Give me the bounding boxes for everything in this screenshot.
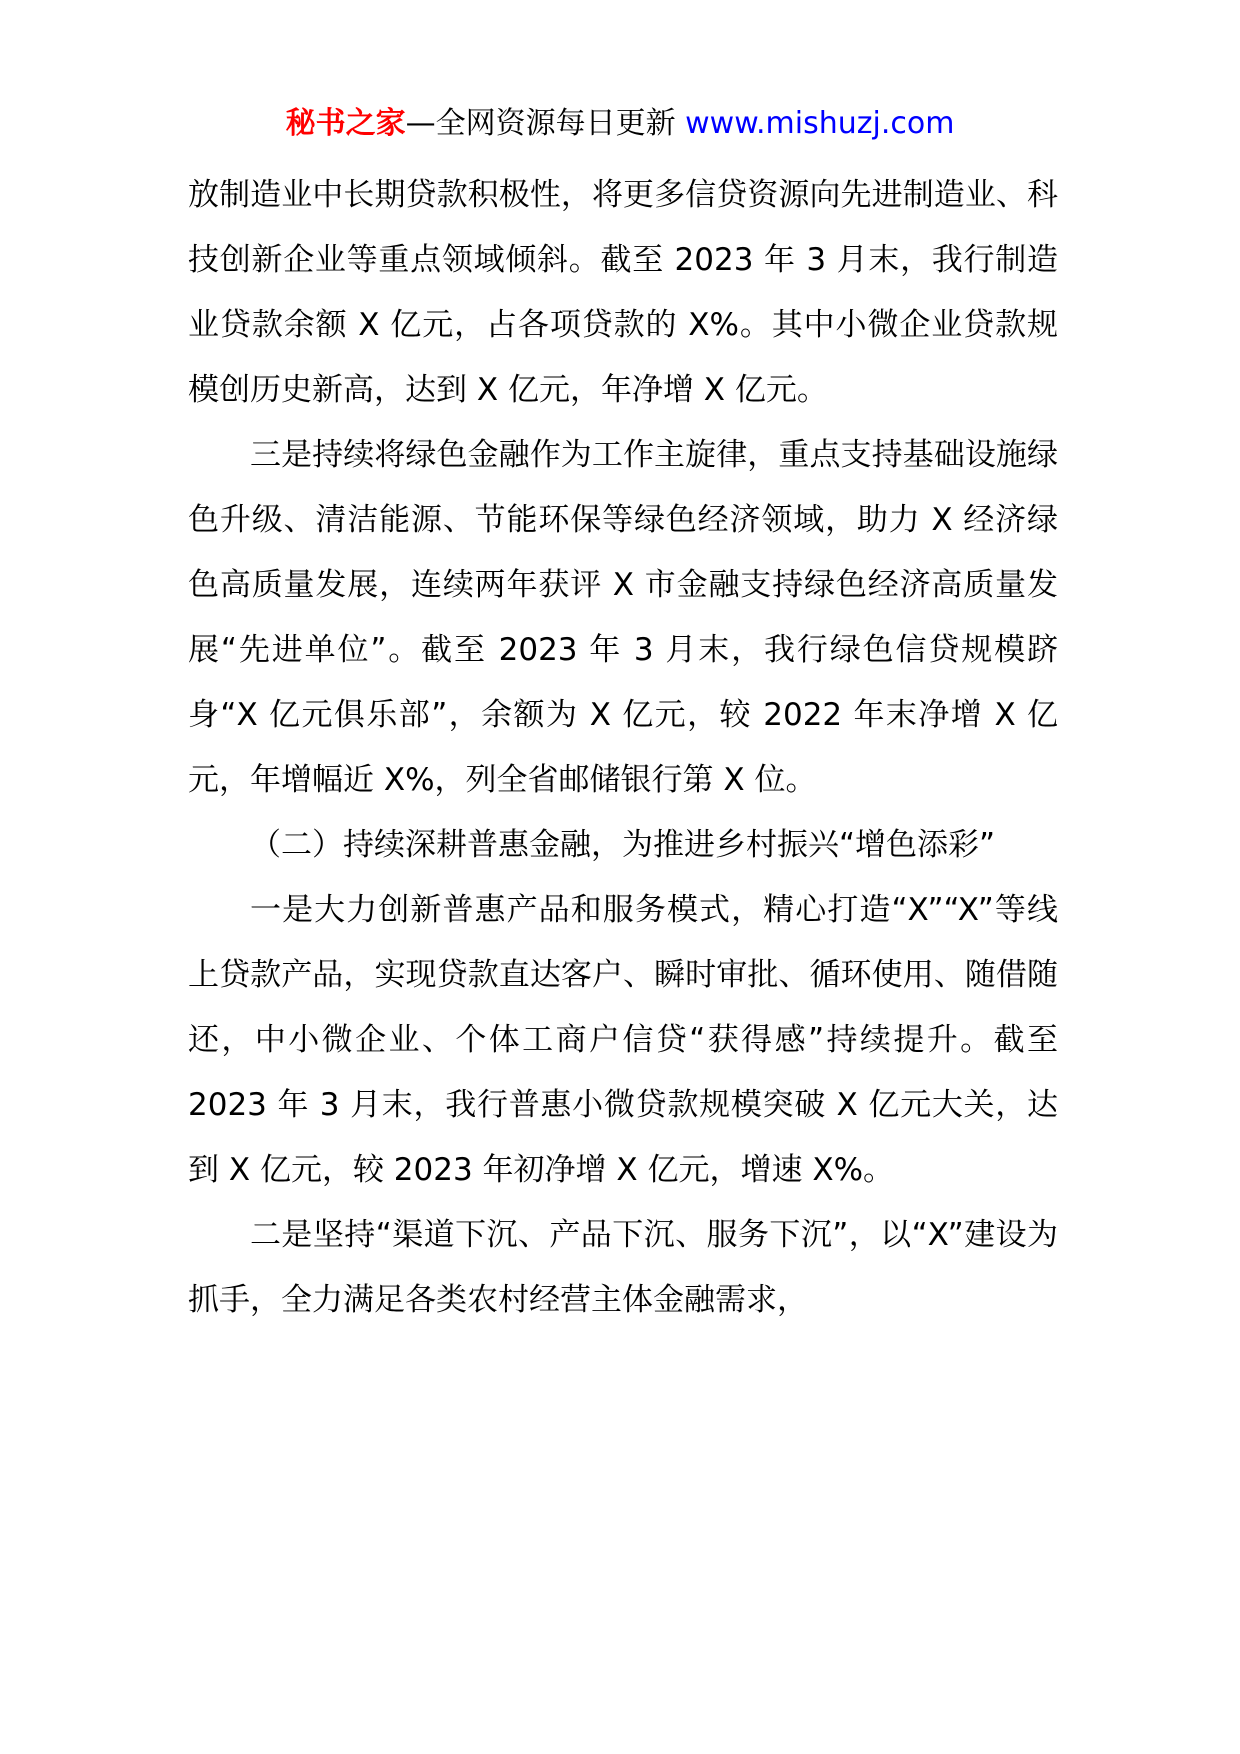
paragraph-rural-service: 二是坚持“渠道下沉、产品下沉、服务下沉”，以“X”建设为抓手，全力满足各类农村经营主体金融需求， [188,1217,1058,1318]
site-tagline: —全网资源每日更新 [405,106,686,141]
document-body [188,163,1058,1333]
paragraph-green-finance: 三是持续将绿色金融作为工作主旋律，重点支持基础设施绿色升级、清洁能源、节能环保等绿色经济领域，助力 X 经济绿色高质量发展，连续两年获评 X 市金融支持绿色经济高质量发展“先进单位”。截至 2023 年 3 月末，我行绿色信贷规模跻身“X 亿元俱乐部”，余额为 X 亿元，较 2022 年末净增 X 亿元，年增幅近 X%，列全省邮储银行第 X 位。 [188,437,1058,798]
site-brand-name: 秘书之家 [285,106,406,141]
site-watermark-header [0,104,1240,144]
paragraph-inclusive-products: 一是大力创新普惠产品和服务模式，精心打造“X”“X”等线上贷款产品，实现贷款直达客户、瞬时审批、循环使用、随借随还，中小微企业、个体工商户信贷“获得感”持续提升。截至 2023 年 3 月末，我行普惠小微贷款规模突破 X 亿元大关，达到 X 亿元，较 2023 年初净增 X 亿元，增速 X%。 [188,892,1058,1188]
site-url-link[interactable]: www.mishuzj.com [685,106,955,141]
section-heading-inclusive-finance: （二）持续深耕普惠金融，为推进乡村振兴“增色添彩” [250,827,996,863]
paragraph-continuation: 放制造业中长期贷款积极性，将更多信贷资源向先进制造业、科技创新企业等重点领域倾斜。截至 2023 年 3 月末，我行制造业贷款余额 X 亿元，占各项贷款的 X%。其中小微企业贷款规模创历史新高，达到 X 亿元，年净增 X 亿元。 [188,177,1058,408]
